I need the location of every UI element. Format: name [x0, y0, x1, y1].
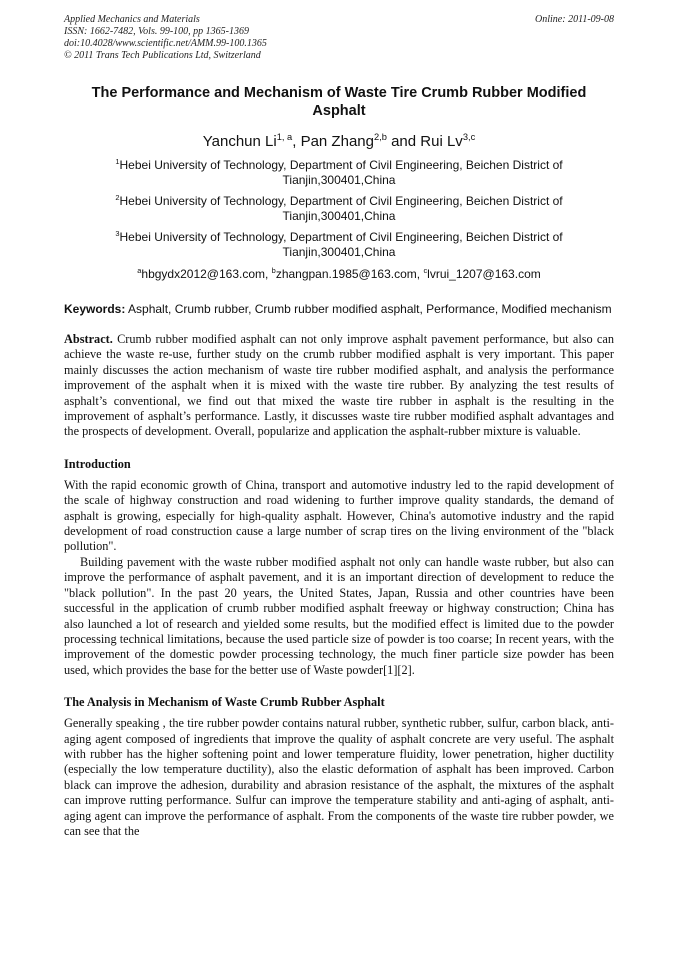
- email-superscript: a: [137, 266, 142, 275]
- author-name: Rui Lv: [420, 133, 463, 150]
- author-emails: [64, 267, 614, 282]
- online-date: Online: 2011-09-08: [535, 14, 614, 25]
- paper-page: [64, 14, 614, 839]
- keywords-label: Keywords:: [64, 302, 126, 316]
- affiliation: [64, 230, 614, 260]
- keywords-text: Asphalt, Crumb rubber, Crumb rubber modified asphalt, Performance, Modified mechanism: [125, 302, 612, 316]
- affiliation: [64, 194, 614, 224]
- author-name: Pan Zhang: [300, 133, 374, 150]
- email-address: lvrui_1207@163.com: [427, 267, 541, 281]
- abstract-label: Abstract.: [64, 332, 113, 346]
- paragraph: Building pavement with the waste rubber modified asphalt not only can handle waste rubber, but also can improve the performance of asphalt pavement, and it is an important direction of development to reduce the "black pollution". In the past 20 years, the United States, Japan, Russia and other countries have been successful in the application of crumb rubber modified asphalt freeway or highway construction; China has also launched a lot of research and yielded some results, but the modified effect is limited due to the powder processing technical limitations, because the used particle size of powder is too coarse; In recent years, with the improvement of the domestic powder processing technology, the much finer particle size powder has been used, which provides the base for the better use of Waste powder[1][2].: [64, 554, 614, 677]
- affiliation-number: 1: [115, 157, 120, 166]
- affiliation-text: Hebei University of Technology, Department of Civil Engineering, Beichen District of Tianjin,300401,China: [119, 194, 563, 223]
- affiliation-text: Hebei University of Technology, Department of Civil Engineering, Beichen District of Tianjin,300401,China: [119, 158, 563, 187]
- journal-header: [64, 14, 614, 62]
- paragraph: Generally speaking , the tire rubber powder contains natural rubber, synthetic rubber, sulfur, carbon black, anti-aging agent composed of ingredients that improve the quality of asphalt concrete are very useful. The asphalt with rubber has the higher softening point and lower temperature fluidity, lower penetration, higher ductility (especially the low temperature ductility), also the elastic deformation of asphalt has been improved. Carbon black can improve the adhesion, durability and abrasion resistance of the asphalt, the mixtures of the asphalt can improve rutting performance. Sulfur can improve the temperature stability and anti-aging of asphalt, anti-aging agent can improve the performance of asphalt. From the components of the waste tire rubber powder, we can see that the: [64, 716, 614, 838]
- abstract: [64, 332, 614, 440]
- doi-line: doi:10.4028/www.scientific.net/AMM.99-100.1365: [64, 38, 267, 49]
- author-superscript: 1, a: [276, 132, 293, 142]
- issn-line: ISSN: 1662-7482, Vols. 99-100, pp 1365-1369: [64, 26, 249, 37]
- email-superscript: c: [423, 266, 428, 275]
- author-superscript: 2,b: [373, 132, 387, 142]
- section-heading-analysis: The Analysis in Mechanism of Waste Crumb Rubber Asphalt: [64, 695, 385, 710]
- paragraph: With the rapid economic growth of China, transport and automotive industry led to the rapid development of the scale of highway construction and road widening to further improve quality standards, the demand of asphalt is growing, especially for high-quality asphalt. However, China's automotive industry and the rapid development of road construction cause a large number of scrap tires on the living environment of the "black pollution".: [64, 477, 614, 554]
- author-list: [64, 132, 614, 152]
- section-heading-introduction: Introduction: [64, 456, 131, 471]
- keywords: [64, 302, 614, 316]
- affiliation-text: Hebei University of Technology, Department of Civil Engineering, Beichen District of Tianjin,300401,China: [119, 230, 563, 259]
- paper-title: The Performance and Mechanism of Waste Tire Crumb Rubber Modified Asphalt: [91, 85, 587, 119]
- author-separator: and: [386, 133, 421, 150]
- email-address: hbgydx2012@163.com,: [141, 267, 272, 281]
- copyright-line: © 2011 Trans Tech Publications Ltd, Switzerland: [64, 50, 261, 61]
- email-superscript: b: [271, 266, 276, 275]
- author-name: Yanchun Li: [202, 133, 277, 150]
- author-separator: ,: [292, 133, 301, 150]
- abstract-text: Crumb rubber modified asphalt can not only improve asphalt pavement performance, but also can achieve the waste re-use, further study on the crumb rubber modified asphalt is very important. This paper mainly discusses the action mechanism of waste tire rubber modified asphalt, and analysis the performance improvement of the asphalt when it is mixed with the waste tire rubber. By analyzing the test results of asphalt’s conventional, we find out that mixed the waste tire rubber in asphalt is the resulting in the improvement of asphalt’s performance. Lastly, it discusses waste tire rubber modified asphalt advantages and the prospects of development. Overall, popularize and application the asphalt-rubber mixture is valuable.: [64, 332, 614, 439]
- journal-name: Applied Mechanics and Materials: [64, 14, 200, 25]
- author-superscript: 3,c: [462, 132, 476, 142]
- affiliation-number: 2: [115, 193, 120, 202]
- affiliation: [64, 158, 614, 188]
- email-address: zhangpan.1985@163.com,: [275, 267, 424, 281]
- affiliation-number: 3: [115, 229, 120, 238]
